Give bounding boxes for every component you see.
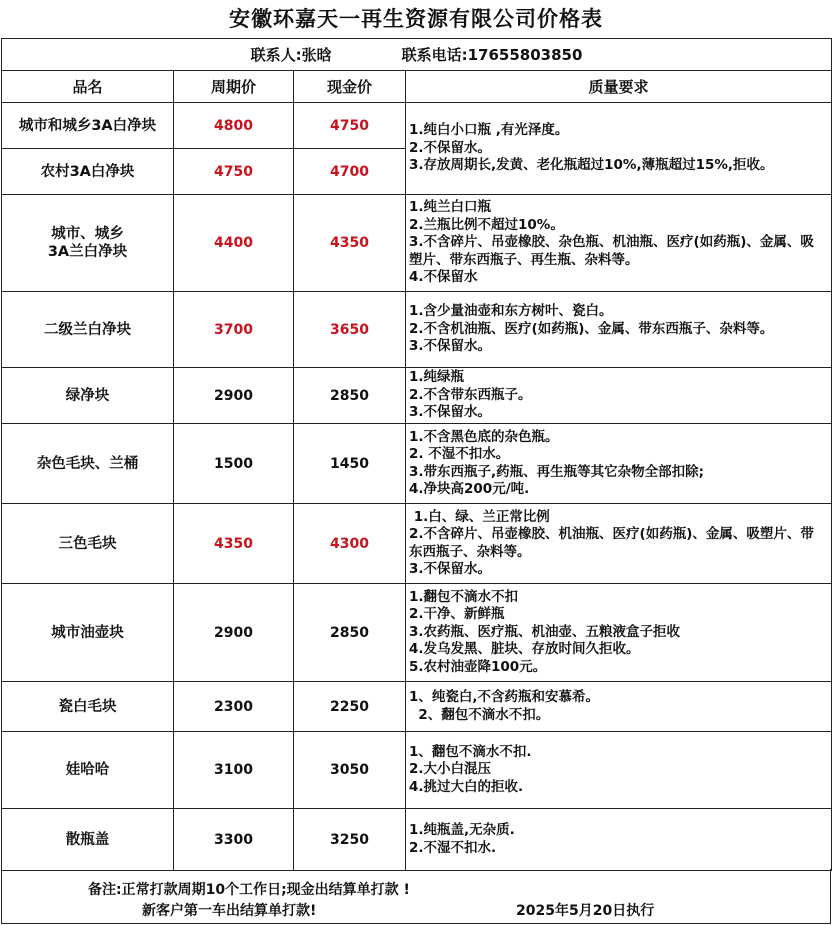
cycle-price: 4400 — [174, 195, 294, 292]
requirement-line: 1、翻包不滴水不扣. — [409, 743, 532, 760]
quality-requirements — [406, 292, 832, 368]
requirement-line: 1.不含黑色底的杂色瓶。 — [409, 428, 559, 445]
header-row — [2, 71, 832, 103]
cash-price: 2850 — [294, 368, 406, 424]
requirement-line: 1.含少量油壶和东方树叶、瓷白。 — [409, 303, 613, 320]
table-row — [2, 732, 832, 809]
page-title: 安徽环嘉天一再生资源有限公司价格表 — [229, 6, 603, 31]
requirement-line: 4.净块高200元/吨. — [409, 481, 530, 497]
header-quality: 质量要求 — [406, 71, 832, 103]
product-name-line: 二级兰白净块 — [44, 321, 131, 338]
cycle-price: 4350 — [174, 504, 294, 584]
product-name-line: 三色毛块 — [58, 535, 117, 552]
requirement-line: 3.不含碎片、吊壶橡胶、杂色瓶、机油瓶、医疗(如药瓶)、金属、吸塑片、带东西瓶子、再生瓶、杂料等。 — [409, 234, 814, 268]
cycle-price: 2900 — [174, 368, 294, 424]
quality-requirements — [406, 584, 832, 682]
product-name — [2, 149, 174, 195]
table-row — [2, 424, 832, 504]
cash-price: 4300 — [294, 504, 406, 584]
contact-row — [2, 39, 832, 71]
cycle-price: 4750 — [174, 149, 294, 195]
product-name-line: 城市油壶块 — [51, 624, 124, 641]
table-row — [2, 195, 832, 292]
cash-price: 2850 — [294, 584, 406, 682]
product-name-line: 散瓶盖 — [65, 831, 110, 848]
cycle-price: 3100 — [174, 732, 294, 809]
quality-requirements — [406, 103, 832, 195]
product-name — [2, 103, 174, 149]
requirement-line: 1.纯瓶盖,无杂质. — [409, 822, 515, 838]
requirement-line: 2.不含带东西瓶子。 — [409, 386, 532, 403]
product-name — [2, 195, 174, 292]
quality-requirements — [406, 682, 832, 732]
requirement-line: 1、纯瓷白,不含药瓶和安慕希。 — [409, 689, 600, 705]
header-cycle-price: 周期价 — [174, 71, 294, 103]
product-name — [2, 584, 174, 682]
requirement-line: 2. 不湿不扣水。 — [409, 446, 510, 462]
requirement-line: 3.带东西瓶子,药瓶、再生瓶等其它杂物全部扣除; — [409, 463, 705, 480]
product-name — [2, 292, 174, 368]
product-name — [2, 424, 174, 504]
requirement-line: 4.发乌发黑、脏块、存放时间久拒收。 — [409, 641, 640, 658]
quality-requirements — [406, 368, 832, 424]
requirement-line: 2.干净、新鲜瓶 — [409, 606, 505, 623]
footer-note-new-customer: 新客户第一车出结算单打款! — [142, 903, 317, 919]
cash-price: 3050 — [294, 732, 406, 809]
quality-requirements — [406, 809, 832, 871]
requirement-line: 2、翻包不滴水不扣。 — [409, 706, 550, 723]
product-name-line: 农村3A白净块 — [40, 163, 135, 180]
table-row — [2, 368, 832, 424]
footer-notes — [1, 869, 831, 924]
requirement-line: 3.不保留水。 — [409, 404, 492, 421]
product-name — [2, 732, 174, 809]
quality-requirements — [406, 195, 832, 292]
table-row — [2, 809, 832, 871]
table-row — [2, 103, 832, 149]
requirement-line: 1.纯兰白口瓶 — [409, 199, 492, 216]
quality-requirements — [406, 424, 832, 504]
cycle-price: 1500 — [174, 424, 294, 504]
requirement-line: 3.农药瓶、医疗瓶、机油壶、五粮液盒子拒收 — [409, 623, 681, 640]
requirement-line: 4.不保留水 — [409, 269, 478, 286]
requirement-line: 1.翻包不滴水不扣 — [409, 588, 519, 605]
cash-price: 3650 — [294, 292, 406, 368]
header-cash-price: 现金价 — [294, 71, 406, 103]
product-name-line: 杂色毛块、兰桶 — [36, 455, 139, 472]
cycle-price: 4800 — [174, 103, 294, 149]
requirement-line: 2.兰瓶比例不超过10%。 — [409, 216, 564, 233]
product-name — [2, 682, 174, 732]
price-table — [1, 38, 832, 871]
product-name — [2, 368, 174, 424]
requirement-line: 2.不保留水。 — [409, 139, 492, 156]
product-name — [2, 504, 174, 584]
requirement-line: 3.存放周期长,发黄、老化瓶超过10%,薄瓶超过15%,拒收。 — [409, 157, 774, 174]
cash-price: 2250 — [294, 682, 406, 732]
footer-effective-date: 2025年5月20日执行 — [516, 903, 655, 919]
requirement-line: 2.大小白混压 — [409, 761, 492, 778]
requirement-line: 4.挑过大白的拒收. — [409, 778, 524, 795]
cash-price: 4700 — [294, 149, 406, 195]
product-name-line: 娃哈哈 — [65, 762, 110, 778]
cycle-price: 2300 — [174, 682, 294, 732]
cycle-price: 2900 — [174, 584, 294, 682]
requirement-line: 1.白、绿、兰正常比例 — [409, 508, 550, 525]
quality-requirements — [406, 504, 832, 584]
requirement-line: 3.不保留水。 — [409, 338, 492, 355]
cash-price: 4750 — [294, 103, 406, 149]
requirement-line: 2.不含机油瓶、医疗(如药瓶)、金属、带东西瓶子、杂料等。 — [409, 320, 774, 337]
quality-requirements — [406, 732, 832, 809]
header-name: 品名 — [2, 71, 174, 103]
requirement-line: 1.纯绿瓶 — [409, 369, 465, 386]
requirement-line: 5.农村油壶降100元。 — [409, 658, 547, 675]
contact-phone: 联系电话:17655803850 — [401, 46, 583, 64]
table-row — [2, 292, 832, 368]
table-row — [2, 584, 832, 682]
product-name-line: 3A兰白净块 — [47, 244, 128, 260]
cash-price: 1450 — [294, 424, 406, 504]
requirement-line: 2.不湿不扣水. — [409, 839, 497, 856]
cash-price: 4350 — [294, 195, 406, 292]
product-name-line: 瓷白毛块 — [58, 698, 117, 715]
cash-price: 3250 — [294, 809, 406, 871]
product-name-line: 城市和城乡3A白净块 — [18, 117, 157, 134]
product-name — [2, 809, 174, 871]
table-row — [2, 682, 832, 732]
cycle-price: 3700 — [174, 292, 294, 368]
contact-person: 联系人:张晗 — [250, 46, 332, 64]
requirement-line: 2.不含碎片、吊壶橡胶、机油瓶、医疗(如药瓶)、金属、吸塑片、带东西瓶子、杂料等。 — [409, 526, 814, 560]
requirement-line: 1.纯白小口瓶 ,有光泽度。 — [409, 122, 569, 139]
product-name-line: 城市、城乡 — [51, 226, 124, 242]
footer-note-payment: 备注:正常打款周期10个工作日;现金出结算单打款 ! — [88, 882, 410, 898]
product-name-line: 绿净块 — [65, 387, 110, 404]
cycle-price: 3300 — [174, 809, 294, 871]
requirement-line: 3.不保留水。 — [409, 561, 492, 577]
table-row — [2, 504, 832, 584]
